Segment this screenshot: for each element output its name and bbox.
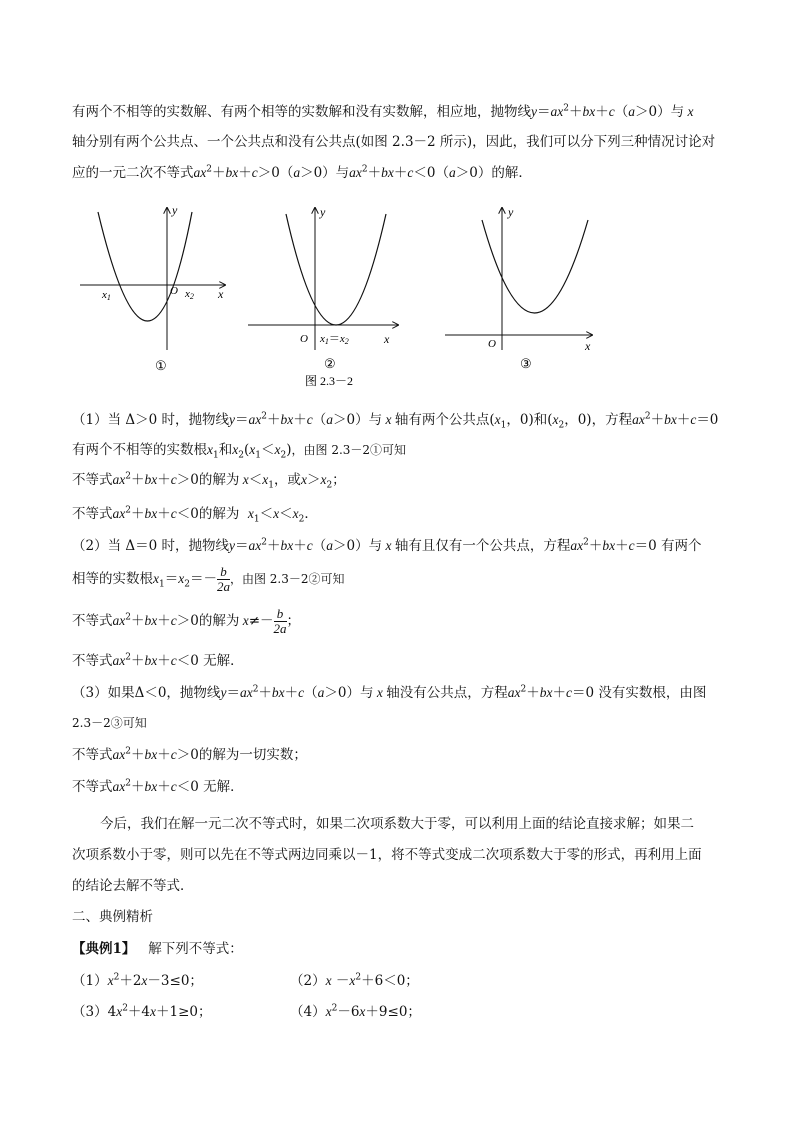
fraction-b-2a: $\frac{b}{2a}$ bbox=[216, 564, 230, 594]
graph-1-label: ① bbox=[155, 358, 167, 373]
intro-text: 应的一元二次不等式 bbox=[72, 165, 194, 181]
case2-text: （ bbox=[312, 538, 327, 554]
case1-text: ； bbox=[332, 472, 346, 488]
case2-text: 相等的实数根 bbox=[72, 571, 153, 587]
x-axis-label: x bbox=[585, 339, 591, 353]
summary-text: 今后，我们在解一元二次不等式时，如果二次项系数大于零，可以利用上面的结论直接求解；如果二 bbox=[100, 816, 694, 832]
case1-line-1: （1）当 Δ＞0 时，抛物线$y=ax^2+bx+c(a>0)$与 x 轴有两个公共点($x_1$，0)和($x_2$，0)，方程$ax^2+bx+c=0$ bbox=[72, 411, 719, 431]
case1-text: ＜0的解为 bbox=[176, 506, 240, 522]
intro-line-2 bbox=[72, 133, 715, 151]
problem-text: （2） bbox=[290, 973, 326, 989]
case2-line-4: 不等式$ax^2+bx+c<0$ 无解． bbox=[72, 652, 244, 669]
case2-line-2: 相等的实数根$x_1=x_2=-$ $\frac{b}{2a}$ ，由图 2.3－2②可知 bbox=[72, 564, 345, 594]
graph-2-label: ② bbox=[324, 356, 336, 371]
summary-line-2 bbox=[72, 846, 702, 864]
case3-text: 轴没有公共点，方程 bbox=[386, 685, 508, 701]
case2-text: ＞0）与 bbox=[333, 538, 383, 554]
intro-text: ＞0）的解． bbox=[455, 165, 532, 181]
graph-3-label: ③ bbox=[520, 356, 532, 371]
graph-3 bbox=[445, 205, 592, 371]
case3-text: ＞0）与 bbox=[324, 685, 374, 701]
problem-text: －6 bbox=[337, 1004, 360, 1020]
intro-text: ＞0）与 bbox=[300, 165, 350, 181]
example-heading bbox=[72, 940, 243, 958]
problem-2: $(2)x -x^2+6<0$； bbox=[290, 972, 419, 989]
case3-line-1: （3）如果Δ＜0，抛物线$y=ax^2+bx+c(a>0)$与 x 轴没有公共点，方程$ax^2+bx+c=0$ 没有实数根，由图 bbox=[72, 684, 707, 701]
section-title-text: 二、典例精析 bbox=[72, 909, 153, 925]
x-axis-label: x bbox=[218, 287, 224, 301]
section-title bbox=[72, 908, 153, 926]
case1-text: 和 bbox=[218, 442, 233, 458]
case1-text: ＞0的解为 bbox=[176, 472, 240, 488]
intro-text: ＜0（ bbox=[413, 165, 449, 181]
summary-line-3 bbox=[72, 877, 194, 895]
example-prompt: 解下列不等式： bbox=[148, 941, 243, 957]
problem-text: （4） bbox=[290, 1004, 326, 1020]
case2-text: ＞0的解为 bbox=[176, 613, 240, 629]
case3-text: ＝0 没有实数根，由图 bbox=[572, 685, 707, 701]
case2-text: ＜0 无解． bbox=[176, 653, 244, 669]
case2-text: （2）当 Δ＝0 时，抛物线 bbox=[72, 538, 230, 554]
case2-text: 轴有且仅有一个公共点，方程 bbox=[394, 538, 571, 554]
parabola-1 bbox=[98, 212, 192, 321]
problem-text: ＋6＜0； bbox=[361, 973, 419, 989]
graph-2 bbox=[248, 205, 398, 388]
problem-text: ＋2 bbox=[119, 973, 142, 989]
summary-text: 的结论去解不等式． bbox=[72, 878, 194, 894]
problem-text: ＋9≤0； bbox=[365, 1004, 421, 1020]
x2-label: x2 bbox=[185, 288, 194, 301]
case3-text: （ bbox=[304, 685, 318, 701]
x1-eq-x2-label: x1＝x2 bbox=[320, 333, 349, 346]
intro-text: （ bbox=[614, 104, 629, 120]
case1-text: 不等式 bbox=[72, 506, 113, 522]
case1-text: ，或 bbox=[273, 472, 301, 488]
problem-3: $(3)4x^2+4x+1\ge 0$； bbox=[72, 1003, 212, 1020]
figure-caption: 图 2.3－2 bbox=[305, 374, 354, 388]
case1-text: 有两个不相等的实数根 bbox=[72, 442, 207, 458]
problem-4: $(4)x^2-6x+9\le 0$； bbox=[290, 1003, 421, 1020]
case3-text: （3）如果Δ＜0，抛物线 bbox=[72, 685, 221, 701]
case1-line-3: 不等式$ax^2+bx+c>0$的解为 $x<x_1$，或$x>x_2$； bbox=[72, 471, 346, 491]
case3-text: 不等式 bbox=[72, 779, 113, 795]
case3-line-2 bbox=[72, 714, 147, 732]
case3-text: 不等式 bbox=[72, 747, 113, 763]
problem-text: （3）4 bbox=[72, 1004, 117, 1020]
y-axis-label: y bbox=[508, 205, 514, 219]
case1-text: 轴有两个公共点( bbox=[394, 412, 495, 428]
case2-text: ，由图 2.3－2②可知 bbox=[229, 572, 345, 586]
case1-text: 不等式 bbox=[72, 472, 113, 488]
summary-text: 次项系数小于零，则可以先在不等式两边同乘以－1，将不等式变成二次项系数大于零的形式，再利用上面 bbox=[72, 847, 702, 863]
parabola-3 bbox=[482, 220, 588, 313]
case2-text: 不等式 bbox=[72, 653, 113, 669]
origin-label: O bbox=[488, 338, 496, 350]
intro-text: 有两个不相等的实数解、有两个相等的实数解和没有实数解，相应地，抛物线 bbox=[72, 104, 531, 120]
case3-line-3: 不等式$ax^2+bx+c>0$的解为一切实数； bbox=[72, 746, 307, 763]
intro-text: 轴分别有两个公共点、一个公共点和没有公共点(如图 2.3－2 所示)，因此，我们可以分下列三种情况讨论对 bbox=[72, 134, 716, 150]
problem-text: ＋1≥0； bbox=[156, 1004, 212, 1020]
case3-line-4: 不等式$ax^2+bx+c<0$ 无解． bbox=[72, 778, 244, 795]
case2-line-1: （2）当 Δ＝0 时，抛物线$y=ax^2+bx+c(a>0)$与 x 轴有且仅有一个公共点，方程$ax^2+bx+c=0$ 有两个 bbox=[72, 537, 702, 554]
problem-text: （1） bbox=[72, 973, 108, 989]
intro-line-1: 有两个不相等的实数解、有两个相等的实数解和没有实数解，相应地，抛物线$y=ax^2+bx+c(a>0)$与 x bbox=[72, 103, 694, 120]
problem-text: －3≤0； bbox=[147, 973, 203, 989]
case1-text: ，0)，方程 bbox=[564, 412, 633, 428]
problem-1: $(1)x^2+2x-3\le 0$； bbox=[72, 972, 203, 989]
fraction-b-2a: $\frac{b}{2a}$ bbox=[273, 606, 287, 636]
case1-text: ． bbox=[304, 506, 318, 522]
case3-text: 2.3－2③可知 bbox=[72, 716, 147, 730]
y-axis-label: y bbox=[320, 205, 326, 219]
y-axis-label: y bbox=[172, 203, 178, 217]
intro-line-3: 应的一元二次不等式$ax^2+bx+c>0(a>0)$与$ax^2+bx+c<0(a>0)$的解． bbox=[72, 164, 532, 181]
case1-line-4: 不等式$ax^2+bx+c<0$的解为 $x_1<x<x_2$． bbox=[72, 505, 318, 525]
x-axis-label: x bbox=[384, 332, 390, 346]
case3-text: ＞0的解为一切实数； bbox=[176, 747, 307, 763]
case1-text: ，0)和( bbox=[506, 412, 553, 428]
x1-label: x1 bbox=[102, 289, 111, 302]
case1-line-2: 有两个不相等的实数根$x_1$和$x_2(x_1<x_2)$，由图 2.3－2①可知 bbox=[72, 442, 407, 461]
case1-text: （ bbox=[312, 412, 327, 428]
intro-text: ＞0）与 bbox=[634, 104, 685, 120]
case2-text: ＝0 有两个 bbox=[634, 538, 702, 554]
case1-text: ，由图 2.3－2①可知 bbox=[291, 443, 407, 457]
graph-1 bbox=[80, 203, 225, 373]
case1-text: （1）当 Δ＞0 时，抛物线 bbox=[72, 412, 230, 428]
case1-text: ＝0 bbox=[696, 412, 719, 428]
case2-text: ； bbox=[286, 613, 301, 629]
case3-text: ＜0 无解． bbox=[176, 779, 244, 795]
origin-label: O bbox=[170, 285, 178, 297]
intro-text: ＞0（ bbox=[257, 165, 294, 181]
origin-label: O bbox=[300, 333, 308, 345]
case2-text: 不等式 bbox=[72, 613, 113, 629]
parabola-figure bbox=[70, 200, 610, 395]
case1-text: ＞0）与 bbox=[333, 412, 383, 428]
problem-text: ＋4 bbox=[127, 1004, 151, 1020]
example-tag: 【典例1】 bbox=[72, 941, 136, 957]
summary-line-1 bbox=[100, 815, 694, 833]
parabola-2 bbox=[286, 214, 386, 325]
case2-line-3: 不等式$ax^2+bx+c>0$的解为 x≠－ $\frac{b}{2a}$ ； bbox=[72, 606, 301, 636]
